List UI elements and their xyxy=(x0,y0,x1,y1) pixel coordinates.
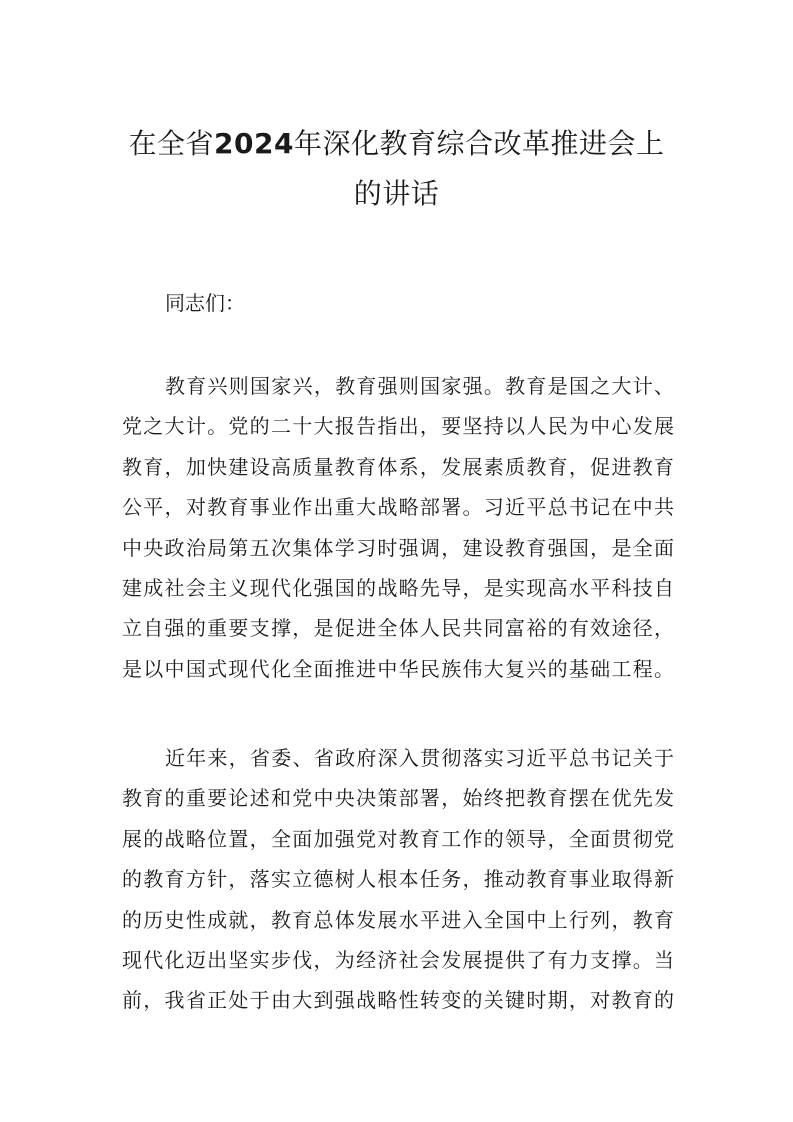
paragraph-line: 教育，加快建设高质量教育体系，发展素质教育，促进教育 xyxy=(122,454,674,479)
paragraph-line: 公平，对教育事业作出重大战略部署。习近平总书记在中共 xyxy=(122,495,674,520)
paragraph-line: 是以中国式现代化全面推进中华民族伟大复兴的基础工程。 xyxy=(122,656,674,681)
paragraph-line: 现代化迈出坚实步伐，为经济社会发展提供了有力支撑。当 xyxy=(122,947,674,972)
paragraph-line: 的教育方针，落实立德树人根本任务，推动教育事业取得新 xyxy=(122,867,674,892)
paragraph-line: 的历史性成就，教育总体发展水平进入全国中上行列，教育 xyxy=(122,907,674,932)
paragraph-line: 近年来，省委、省政府深入贯彻落实习近平总书记关于 xyxy=(165,746,674,770)
paragraph-line: 立自强的重要支撑，是促进全体人民共同富裕的有效途径， xyxy=(122,616,674,641)
paragraph-line: 建成社会主义现代化强国的战略先导，是实现高水平科技自 xyxy=(122,575,674,600)
title-line-1: 在全省2024年深化教育综合改革推进会上 xyxy=(128,127,665,160)
paragraph-line: 党之大计。党的二十大报告指出，要坚持以人民为中心发展 xyxy=(122,414,674,439)
paragraph-1 xyxy=(122,366,674,689)
salutation: 同志们： xyxy=(165,291,245,315)
paragraph-line: 教育的重要论述和党中央决策部署，始终把教育摆在优先发 xyxy=(122,786,674,811)
title-year: 2024 xyxy=(214,127,294,160)
document-title xyxy=(100,119,693,219)
title-line-2: 的讲话 xyxy=(353,177,440,210)
paragraph-line: 教育兴则国家兴，教育强则国家强。教育是国之大计、 xyxy=(165,374,674,398)
paragraph-2 xyxy=(122,738,674,1021)
paragraph-line: 前，我省正处于由大到强战略性转变的关键时期，对教育的 xyxy=(122,988,674,1013)
paragraph-line: 中央政治局第五次集体学习时强调，建设教育强国，是全面 xyxy=(122,535,674,560)
paragraph-line: 展的战略位置，全面加强党对教育工作的领导，全面贯彻党 xyxy=(122,826,674,851)
